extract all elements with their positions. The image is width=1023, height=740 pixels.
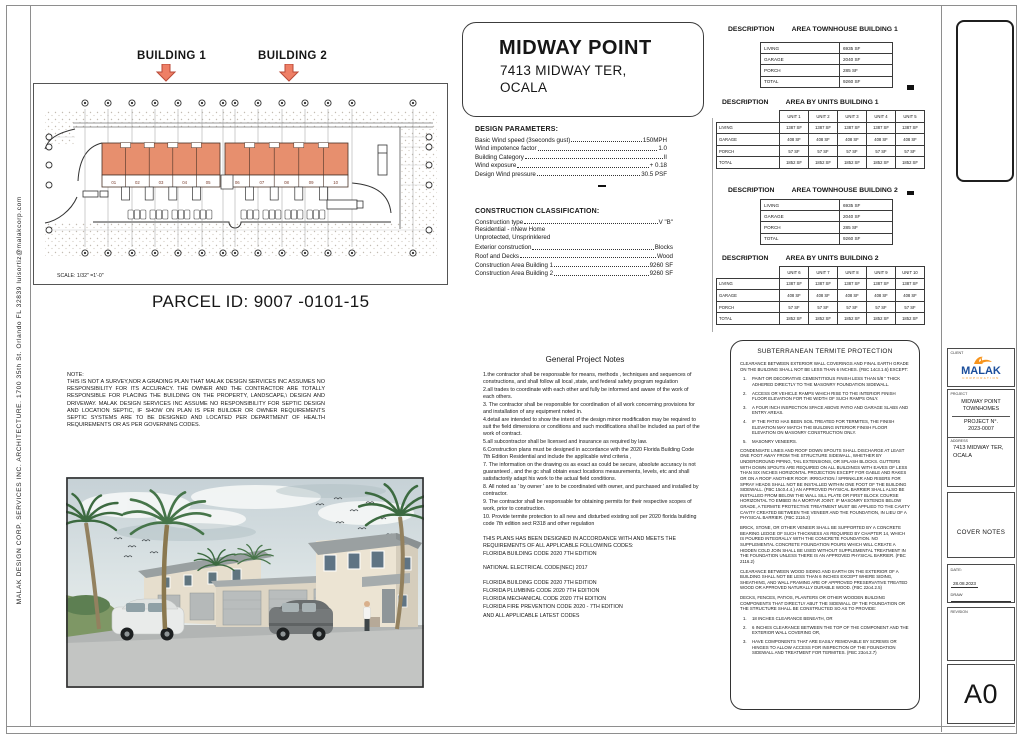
note-paragraph: 8. All noted as ' by owner ' are to be coordinated with owner, and purchased and installed by contractor. — [483, 483, 699, 497]
parcel-id: PARCEL ID: 9007 -0101-15 — [152, 292, 370, 311]
leader-dots — [554, 275, 649, 276]
spec-value: II — [663, 153, 667, 161]
row-label: GARAGE — [761, 54, 840, 65]
cell-value: 408 SF — [809, 134, 838, 146]
spec-row — [475, 144, 667, 153]
spec-value: 150MPH — [642, 136, 667, 144]
termite-item — [740, 639, 910, 656]
cell-value: 1387 SF — [780, 278, 809, 290]
spec-row — [475, 260, 673, 269]
svg-text:MALAK: MALAK — [961, 364, 1001, 377]
titleblock-empty-box — [956, 20, 1014, 182]
note-paragraph: FLORIDA BUILDING CODE 2020 7TH EDITION — [483, 579, 597, 586]
table-row — [717, 313, 925, 325]
sidebar-divider — [941, 5, 942, 732]
cell-value: 1852 SF — [896, 157, 925, 169]
spec-label: Roof and Decks — [475, 252, 520, 260]
row-label: GARAGE — [761, 211, 840, 222]
table-row — [761, 222, 893, 233]
table-row — [761, 233, 893, 244]
row-label: TOTAL — [717, 157, 780, 169]
cell-value: 57 SF — [809, 145, 838, 157]
cell-value: 57 SF — [867, 301, 896, 313]
spec-label: Wind exposure — [475, 162, 517, 170]
construction-classification-heading: CONSTRUCTION CLASSIFICATION: — [475, 208, 600, 215]
row-label: TOTAL — [761, 76, 840, 87]
building1-arrow-icon — [155, 64, 177, 82]
unit-number: 10 — [333, 180, 339, 185]
date-draw-box — [947, 564, 1015, 603]
table-row — [761, 65, 893, 76]
termite-item — [740, 405, 910, 416]
site-plan — [33, 83, 448, 290]
spec-label: Exterior construction — [475, 244, 532, 252]
cell-value: 1387 SF — [838, 278, 867, 290]
client-label: CLIENT — [950, 350, 964, 355]
column-header: UNIT 3 — [838, 111, 867, 123]
table-row — [717, 301, 925, 313]
note-paragraph: 4.detail are intended to show the intent of the design minor modification may be required to suit the field dimensions or conditions and such modifications shall be included as part of the work of contract. — [483, 417, 700, 437]
item-number: 5. — [743, 439, 747, 445]
sheet-number-box — [947, 664, 1015, 724]
row-value: 2040 SF — [840, 211, 893, 222]
note-paragraph: FLORIDA PLUMBING CODE 2020 7TH EDITION — [483, 587, 600, 594]
project-box — [947, 389, 1015, 487]
cell-value: 57 SF — [838, 145, 867, 157]
spec-value: + 0.18 — [649, 162, 667, 170]
cell-value: 408 SF — [780, 134, 809, 146]
table-row — [761, 76, 893, 87]
column-header: UNIT 10 — [896, 267, 925, 279]
termite-paragraph: CLEARANCE BETWEEN EXTERIOR WALL COVERINGS AND FINAL EARTH GRADE ON THE BUILDING SHALL NOT BE LESS THAN 6 INCHES. (FBC 14c3.1.6) EXCEPT: — [740, 361, 909, 372]
cell-value: 57 SF — [838, 301, 867, 313]
unit-number: 02 — [135, 180, 140, 185]
item-text: MASONRY VENEERS. — [752, 439, 797, 445]
project-no-label: PROJECT N°. — [963, 419, 999, 426]
project-name-line1: MIDWAY POINT — [961, 398, 1001, 405]
leader-dots — [524, 223, 657, 224]
revision-box — [947, 607, 1015, 661]
item-number: 1. — [743, 376, 747, 382]
leader-dots — [532, 249, 653, 250]
spec-row — [475, 169, 667, 178]
table-row — [761, 211, 893, 222]
note-paragraph: 3. The contractor shall be responsible for coordination of all work concerning provisions for and installation of any equipment noted in. — [483, 402, 695, 415]
client-box — [947, 348, 1015, 387]
note-heading: NOTE: — [67, 372, 84, 378]
unit-number: 05 — [205, 180, 211, 185]
address-line2: OCALA — [953, 453, 972, 460]
note-paragraph: 6.Construction plans must be designed in accordance with the 2020 Florida Building Code 7th Edition Residential and include the applicable wind criteria , — [483, 447, 695, 460]
bottom-rule — [6, 726, 1015, 727]
leader-dots — [538, 150, 658, 151]
unit-number: 09 — [308, 180, 314, 185]
cell-value: 408 SF — [809, 290, 838, 302]
project-address-line1: 7413 MIDWAY TER, — [500, 63, 627, 78]
project-name-line2: TOWNHOMES — [962, 405, 1000, 412]
leader-dots — [537, 175, 640, 176]
leader-dots — [525, 158, 663, 159]
project-title-box — [462, 22, 704, 117]
row-label: LIVING — [717, 122, 780, 134]
termite-paragraph: DECKS, FENCES, PATIOS, PLANTERS OR OTHER WOODEN BUILDING COMPONENTS THAT DIRECTLY ABUT THE SIDEWALL OF THE FOUNDATION OR THE STRUCTURE SHALL BE CONSTRUCTED SO AS TO PROVIDE: — [740, 595, 906, 612]
item-number: 2. — [743, 390, 747, 396]
leader-dots — [554, 266, 649, 267]
leader-dots — [571, 141, 642, 142]
spec-label: Construction Area Building 2 — [475, 270, 554, 278]
row-label: LIVING — [717, 278, 780, 290]
termite-item — [740, 625, 910, 636]
cell-value: 57 SF — [780, 301, 809, 313]
cell-value: 408 SF — [838, 290, 867, 302]
person — [364, 601, 371, 631]
cell-value: 408 SF — [780, 290, 809, 302]
project-label: PROJECT — [950, 391, 968, 396]
date-value: 28.08.2023 — [953, 580, 976, 586]
spec-value: V "B" — [658, 218, 673, 226]
table-header-row — [717, 111, 925, 123]
spec-label: Basic Wind speed (3seconds gust) — [475, 136, 571, 144]
termite-paragraph: CLEARANCE BETWEEN WOOD SIDING AND EARTH ON THE EXTERIOR OF A BUILDING SHALL NOT BE LESS THAN 6 INCHES EXCEPT WHERE SIDING, SHEATHING, AND WALL FRAMING ARE OF APPROVED PRESERVATIVE TREATED WOOD OR APPROVED NATURALLY DURABLE WOOD. (FBC 22o4.2.5) — [740, 568, 908, 591]
table-row — [717, 134, 925, 146]
revision-label: REVISION — [950, 609, 968, 614]
cover-notes-box — [947, 492, 1015, 558]
table-row — [717, 278, 925, 290]
area-table-building2 — [760, 199, 893, 245]
cell-value: 408 SF — [867, 134, 896, 146]
cell-value: 1387 SF — [838, 122, 867, 134]
item-number: 3. — [743, 404, 747, 410]
row-label: PORCH — [761, 65, 840, 76]
leader-dots — [520, 257, 656, 258]
note-paragraph: FLORIDA FIRE PREVENTION CODE 2020 - 7TH EDITION — [483, 604, 623, 611]
table-row — [761, 54, 893, 65]
cell-value: 1387 SF — [867, 278, 896, 290]
architect-info-strip — [8, 140, 30, 660]
cell-value: 1852 SF — [838, 157, 867, 169]
date-label: DATE: — [950, 566, 962, 572]
stray-mark — [907, 85, 914, 90]
cell-value: 1852 SF — [867, 157, 896, 169]
spec-value: 1.0 — [658, 145, 667, 153]
spec-value: 30.5 PSF — [641, 170, 667, 178]
table2-title: DESCRIPTION AREA BY UNITS BUILDING 1 — [722, 99, 879, 106]
leader-dots — [517, 167, 648, 168]
row-value: 6935 SF — [840, 43, 893, 54]
spec-label: Construction Area Building 1 — [475, 261, 554, 269]
row-value: 9260 SF — [840, 233, 893, 244]
design-parameters — [475, 126, 667, 178]
row-label: PORCH — [761, 222, 840, 233]
unit-number: 04 — [182, 180, 187, 185]
stray-mark — [598, 185, 606, 187]
cell-value: 1852 SF — [780, 313, 809, 325]
area-table-building1 — [760, 42, 893, 88]
note-text: THIS IS NOT A SURVEY,NOR A GRADING PLAN THAT MALAK DESIGN SERVICES INC ASSUMES NO RESPONSIBILITY FOR ITS ACCURACY. THE OWNER AND THE CONTRACTOR ARE TOTALLY RESPONSIBLE FOR PLACING THE BUILDING ON THE PROPERTY, LANDSCAPE,\ DESIGN AND DRIVEWAY. MALAK DESIGN SERVICES INC ASSUME NO RESPONSIBILITY FOR SEPTIC DESIGN AND LOCATION SEPTIC, IF SHOW ON PLAN IS PER BUILDER OR OWNER REQUIREMENTS SEPTIC SYSTEMS ARE TO BE DESIGNED AND LOCATED PER DEPARTMENT OF HEALTH REQUIREMENTS OR AS PER GOVERNING CODES. — [67, 379, 325, 428]
table-header-row — [717, 267, 925, 279]
construction-classification — [475, 208, 673, 277]
spec-label: Building Category — [475, 153, 524, 161]
row-value: 6935 SF — [840, 200, 893, 211]
row-label: TOTAL — [717, 313, 780, 325]
address-label: ADDRESS — [950, 439, 968, 444]
spec-value: 9260 SF — [649, 261, 673, 269]
cell-value: 1852 SF — [896, 313, 925, 325]
svg-text:CORPORATION: CORPORATION — [962, 375, 1000, 380]
termite-item — [740, 391, 910, 402]
row-label: TOTAL — [761, 233, 840, 244]
address-line1: 7413 MIDWAY TER, — [953, 445, 1004, 452]
units-table-building1 — [716, 110, 925, 169]
spec-value: 9260 SF — [649, 270, 673, 278]
malak-logo — [948, 355, 1014, 386]
row-value: 285 SF — [840, 65, 893, 76]
cell-value: 57 SF — [780, 145, 809, 157]
termite-item — [740, 439, 910, 445]
column-divider — [712, 118, 713, 332]
cover-notes-text: COVER NOTES — [956, 529, 1006, 536]
note-paragraph: FLORIDA MECHANICAL CODE 2020 7TH EDITION — [483, 596, 607, 603]
note-paragraph: AND ALL APPLICABLE LATEST CODES — [483, 612, 580, 619]
spec-value: Blocks — [654, 244, 673, 252]
table3-title: DESCRIPTION AREA TOWNHOUSE BUILDING 2 — [728, 187, 898, 194]
column-header: UNIT 5 — [896, 111, 925, 123]
termite-item — [740, 419, 910, 436]
row-label: GARAGE — [717, 134, 780, 146]
building2-arrow-icon — [278, 64, 300, 82]
row-label: PORCH — [717, 145, 780, 157]
termite-paragraph: CONDENSATE LINES AND ROOF DOWN SPOUTS SHALL DISCHARGE AT LEAST ONE FOOT AWAY FROM THE STRUCTURE SIDEWALL, WHETHER BY UNDERGROUND PIPING, TAIL EXTENSIONS, OR SPLASH BLOCKS. GUTTERS WITH DOWN SPOUTS ARE REQUIRED ON ALL BUILDINGS WITH EAVES OF LESS THAN SIX INCHES HORIZONTAL PROJECTION EXCEPT FOR GABLE AND RAKES OR ON A ROOF ANOTHER ROOF. IRRIGATION / SPRINKLER AND RISERS FOR SPRAY HEADS SHALL NOT BE INSTALLED WITHIN ONE FOOT OF THE BUILDING SIDEWALL. (FBC 15c0.4.4.) AN APPROVED PHYSICAL BARRIER SHALL ALSO BE INSTALLED FROM BELOW THE WALL SILL PLATE OR FIRST BLOCK COURSE HORIZONTAL TO EMBED IN A MORTAR JOINT. IF MASONRY EXTENDS BELOW GRADE, A TERMITE PROTECTIVE TREATMENT MUST BE APPLIED TO THE CAVITY CAVITY CREATED BETWEEN THE VENEER AND THE FOUNDATION, IN LIEU OF A PHYSICAL BARRIER. (FBC 2116.2) — [740, 447, 910, 521]
column-header: UNIT 4 — [867, 111, 896, 123]
table-row — [717, 157, 925, 169]
row-value: 2040 SF — [840, 54, 893, 65]
cell-value: 1852 SF — [838, 313, 867, 325]
table-row — [761, 43, 893, 54]
column-header: UNIT 6 — [780, 267, 809, 279]
note-paragraph: 1.the contractor shall be responsable for means, methods , techniques and sequences of constructions, and shall follow all local ,state, and federal safety program regulation — [483, 372, 692, 385]
row-value: 285 SF — [840, 222, 893, 233]
unit-number: 03 — [158, 180, 164, 185]
spec-label: Construction type — [475, 218, 524, 226]
row-label: GARAGE — [717, 290, 780, 302]
item-text: IF THE PATIO HAS BEEN SOIL TREATED FOR TERMITES, THE FINISH ELEVATION MAY MATCH THE BUILDING INTERIOR FINISH FLOOR ELEVATION ON MASONRY CONSTRUCTION ONLY. — [752, 419, 895, 436]
units-table-building2 — [716, 266, 925, 325]
item-text: 18 INCHES CLEARANCE BENEATH, OR — [752, 615, 833, 621]
cell-value: 408 SF — [867, 290, 896, 302]
unit-number: 06 — [234, 180, 240, 185]
item-number: 1. — [743, 615, 747, 621]
building1-label: BUILDING 1 — [137, 50, 207, 62]
cell-value: 1387 SF — [780, 122, 809, 134]
project-no: 2023-0007 — [968, 426, 994, 433]
spec-row — [475, 243, 673, 252]
building2-label: BUILDING 2 — [258, 50, 328, 62]
spec-label: Design Wind pressure — [475, 170, 536, 178]
item-number: 3. — [743, 638, 747, 644]
column-header: UNIT 9 — [867, 267, 896, 279]
cell-value: 408 SF — [838, 134, 867, 146]
general-notes — [483, 372, 701, 621]
row-value: 9260 SF — [840, 76, 893, 87]
spec-row — [475, 269, 673, 278]
note-paragraph: 7. The information on the drawing os as exact as could be secure, absolute accuracy is not guaranteed , and the gc shall obtain exact locations measurements, levels, etc and shall satisfactorily adapt his work to the actual field conditions. — [483, 462, 696, 482]
cell-value: 1852 SF — [809, 313, 838, 325]
note-paragraph: 2.all trades to coordinate with each other and fully be informed and aware of the work of each others. — [483, 387, 689, 400]
note-paragraph: 9. The contractor shall be responsable for obtaining permits for their respective scopes of work, prior to construction. — [483, 499, 692, 512]
spec-row — [475, 161, 667, 170]
item-text: PAINT OR DECORATIVE CEMENTITIOUS FINISH LESS THAN 5/8 " THICK ADHERED DIRECTLY TO THE MASONRY FOUNDATION SIDEWALL. — [752, 376, 901, 387]
sheet-number: A0 — [963, 678, 999, 709]
item-number: 4. — [743, 419, 747, 425]
cell-value: 57 SF — [809, 301, 838, 313]
unit-number: 07 — [259, 180, 265, 185]
cell-value: 1387 SF — [896, 278, 925, 290]
architect-info-text: MALAK DESIGN CORP. SERVICES INC. ARCHITECTURE. 1700 35th St. Orlando FL 32839 luisortiz@malakcorp.com — [15, 195, 23, 605]
svg-text:SCALE: 1/32" =1'-0": SCALE: 1/32" =1'-0" — [57, 273, 104, 279]
termite-item — [740, 616, 910, 622]
note-block — [67, 372, 325, 429]
spec-row — [475, 217, 673, 226]
general-notes-heading: General Project Notes — [545, 355, 625, 364]
cell-value: 1852 SF — [867, 313, 896, 325]
cell-value: 1387 SF — [896, 122, 925, 134]
table-row — [717, 290, 925, 302]
column-header: UNIT 2 — [809, 111, 838, 123]
table4-title: DESCRIPTION AREA BY UNITS BUILDING 2 — [722, 255, 879, 262]
cell-value: 408 SF — [896, 134, 925, 146]
spec-row — [475, 251, 673, 260]
spec-value: Wood — [656, 252, 673, 260]
unit-number: 01 — [111, 180, 117, 185]
cell-value: 1852 SF — [780, 157, 809, 169]
spec-line: Unprotected, Unsprinklered — [475, 234, 551, 242]
termite-heading: SUBTERRANEAN TERMITE PROTECTION — [757, 348, 893, 355]
cell-value: 57 SF — [867, 145, 896, 157]
item-text: HAVE COMPONENTS THAT ARE EASILY REMOVABLE BY SCREWS OR HINGES TO ALLOW ACCESS FOR INSPECTION OF THE FOUNDATION SIDEWALL AND TREATMENT FOR TERMITES. (FBC 23o4.2.7) — [752, 638, 897, 656]
note-paragraph: 10. Provide termite protection to all new and disturbed existing soil per 2020 florida building code 7th edition sect R318 and other regulation — [483, 514, 697, 527]
left-strip-divider — [30, 5, 31, 726]
note-paragraph: NATIONAL ELECTRICAL CODE(NEC) 2017 — [483, 565, 588, 572]
table1-title: DESCRIPTION AREA TOWNHOUSE BUILDING 1 — [728, 26, 898, 33]
item-number: 2. — [743, 624, 747, 630]
termite-item — [740, 376, 910, 387]
note-paragraph: 5.all subcontractor shall be licensed and insurance as required by law. — [483, 438, 648, 445]
table-row — [717, 122, 925, 134]
cell-value: 408 SF — [896, 290, 925, 302]
cell-value: 1387 SF — [867, 122, 896, 134]
draw-label: DRAW — [950, 592, 963, 597]
table-row — [761, 200, 893, 211]
project-title: MIDWAY POINT — [499, 37, 652, 59]
row-label: LIVING — [761, 43, 840, 54]
termite-paragraph: BRICK, STONE, OR OTHER VENEER SHALL BE SUPPORTED BY A CONCRETE BEARING LEDGE OF SUCH THICKNESS AS REQUIRED BY CHAPTER 14, WHICH IS POURED INTEGRALLY WITH THE CONCRETE FOUNDATION. NO SUPPLEMENTAL CONCRETE FOUNDATION POURS WHICH WILL CREATE A HIDDEN COLD JOIN SHALL BE USED WITHOUT SUPPLEMENTAL TREATMENT IN THE FOUNDATION UNLESS THERE IS AN APPROVED PHYSICAL BARRIER. (FBC 2116.2) — [740, 525, 906, 564]
table-row — [717, 145, 925, 157]
item-text: 6 INCHES CLEARANCE BETWEEN THE TOP OF THE COMPONENT AND THE EXTERIOR WALL COVERING OR, — [752, 624, 909, 636]
termite-protection-box — [730, 340, 920, 710]
stray-mark — [907, 191, 914, 195]
spec-row — [475, 135, 667, 144]
row-label: LIVING — [761, 200, 840, 211]
design-parameters-heading: DESIGN PARAMETERS: — [475, 126, 559, 133]
item-text: A FOUR INCH INSPECTION SPACE ABOVE PATIO AND GARAGE SLABS AND ENTRY AREAS. — [752, 404, 909, 416]
spec-line: Residential - nNew Home — [475, 225, 546, 233]
unit-number: 08 — [284, 180, 289, 185]
cell-value: 1387 SF — [809, 122, 838, 134]
cell-value: 57 SF — [896, 301, 925, 313]
column-header: UNIT 8 — [838, 267, 867, 279]
column-header: UNIT 1 — [780, 111, 809, 123]
note-paragraph: THIS PLANS HAS BEEN DESIGNED IN ACCORDANCE WITH AND MEETS THE REQUIREMENTS OF ALL APPLICABLE FOLLOWING CODES: — [483, 536, 676, 549]
project-address-line2: OCALA — [500, 80, 548, 95]
rendering-image — [66, 477, 424, 693]
spec-row — [475, 152, 667, 161]
note-paragraph: FLORIDA BUILDING CODE 2020 7TH EDITION — [483, 551, 597, 558]
cell-value: 1387 SF — [809, 278, 838, 290]
row-label: PORCH — [717, 301, 780, 313]
spec-label: Wind impotence factor — [475, 145, 537, 153]
column-header: UNIT 7 — [809, 267, 838, 279]
cell-value: 57 SF — [896, 145, 925, 157]
cell-value: 1852 SF — [809, 157, 838, 169]
item-text: ACCESS OR VEHICLE RAMPS WHICH RISE TO THE INTERIOR FINISH FLOOR ELEVATION FOR THE WIDTH OF SUCH RAMPS ONLY. — [752, 390, 896, 402]
